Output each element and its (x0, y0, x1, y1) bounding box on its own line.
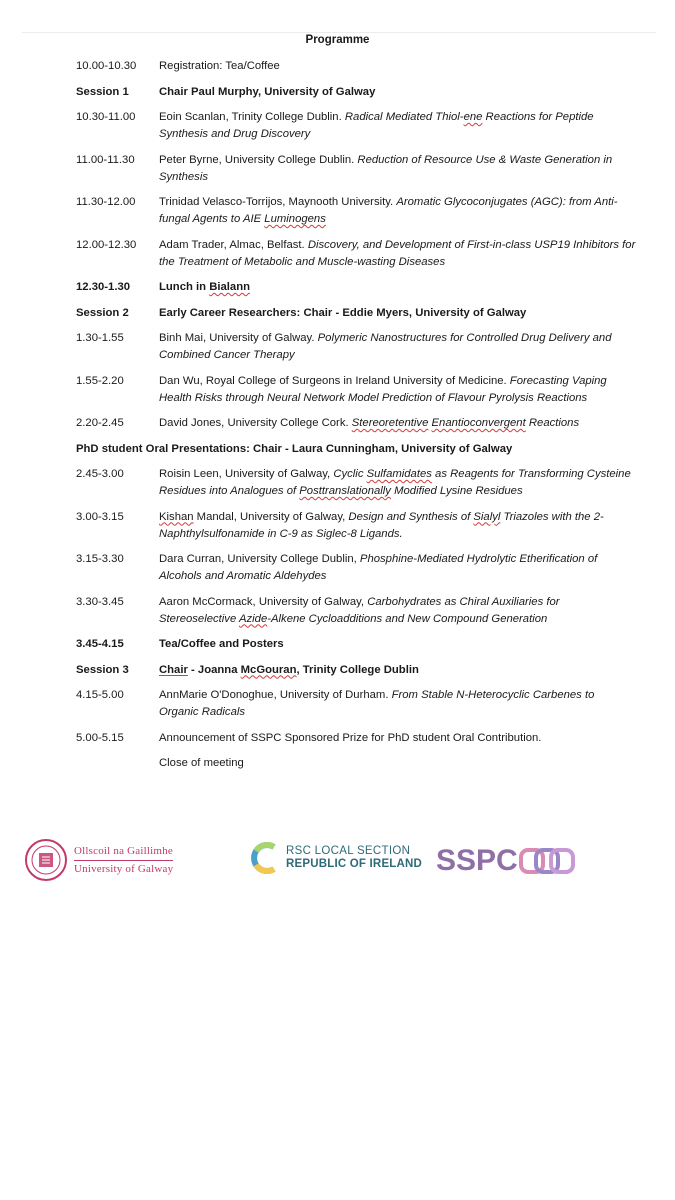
programme-text: Roisin Leen, University of Galway, (159, 468, 334, 480)
programme-description (159, 330, 636, 364)
programme-time: 2.45-3.00 (76, 468, 124, 480)
galway-seal-icon (24, 838, 68, 882)
programme-description (159, 730, 636, 747)
programme-row (76, 194, 636, 228)
rsc-logo-line1: RSC LOCAL SECTION (286, 845, 411, 857)
programme-time: 10.30-11.00 (76, 111, 136, 123)
programme-text: Bialann (209, 281, 251, 293)
programme-text: Dara Curran, University College Dublin, (159, 553, 360, 565)
programme-text: Design and Synthesis of (348, 510, 474, 523)
programme-text: Sulfamidates (366, 468, 432, 480)
programme-time: Session 2 (76, 306, 129, 319)
galway-logo-irish: Ollscoil na Gaillimhe (74, 844, 173, 857)
programme-row (76, 109, 636, 143)
programme-row (76, 730, 636, 747)
programme-description (159, 636, 636, 653)
programme-text: Tea/Coffee and Posters (159, 638, 284, 650)
programme-row (76, 509, 636, 543)
programme-time: 12.30-1.30 (76, 281, 131, 293)
programme-text: Reactions (525, 417, 580, 429)
programme-text: Trinidad Velasco-Torrijos, Maynooth University. (159, 196, 397, 208)
programme-description (159, 466, 636, 500)
programme-text: Eoin Scanlan, Trinity College Dublin. (159, 111, 345, 123)
programme-text: Aromatic Glycoconjugates (AGC): from Anti-fungal Agents to AIE (159, 196, 618, 225)
programme-text: Cyclic (333, 468, 367, 480)
programme-time: Session 1 (76, 85, 129, 98)
programme-description (159, 594, 636, 628)
programme-description (76, 441, 636, 458)
programme-text: Modified Lysine Residues (390, 485, 523, 497)
programme-section-heading (76, 441, 636, 458)
galway-logo-english: University of Galway (74, 860, 173, 876)
programme-row (76, 415, 636, 432)
programme-text: Stereoretentive (351, 417, 429, 429)
programme-description (159, 415, 636, 432)
programme-row (76, 279, 636, 296)
programme-text: Luminogens (264, 213, 326, 225)
programme-text: - Joanna (187, 663, 241, 676)
programme-row (76, 305, 636, 322)
programme-text: Binh Mai, University of Galway. (159, 332, 318, 344)
programme-description (159, 152, 636, 186)
programme-text: Chair Paul Murphy, University of Galway (159, 85, 376, 98)
programme-description (159, 305, 636, 322)
programme-text: Dan Wu, Royal College of Surgeons in Ireland University of Medicine. (159, 374, 510, 387)
programme-row (76, 330, 636, 364)
programme-row (76, 551, 636, 585)
programme-text: Triazoles with the 2-Naphthylsulfonamide in C-9 as Siglec-8 Ligands. (159, 510, 604, 540)
sspc-logo (436, 844, 576, 878)
programme-time: 11.30-12.00 (76, 196, 136, 208)
programme-time: 1.55-2.20 (76, 374, 124, 387)
programme-text: Sialyl (473, 510, 501, 523)
programme-time: 3.45-4.15 (76, 638, 124, 650)
programme-time (76, 755, 159, 772)
programme-text: ene (463, 111, 483, 123)
programme-description (159, 109, 636, 143)
programme-time: 5.00-5.15 (76, 731, 124, 744)
programme-time: 2.20-2.45 (76, 417, 124, 429)
programme-description (159, 237, 636, 271)
programme-text: Early Career Researchers: Chair - Eddie Myers, University of Galway (159, 306, 527, 319)
programme-description (159, 194, 636, 228)
rsc-local-section-logo (250, 842, 422, 874)
programme-text: Enantioconvergent (431, 417, 526, 429)
programme-text: Polymeric Nanostructures for Controlled Drug Delivery and Combined Cancer Therapy (159, 332, 612, 361)
programme-text: Reduction of Resource Use & Waste Generation in Synthesis (159, 153, 613, 183)
programme-text: Posttranslationally (299, 485, 391, 497)
programme-text: McGouran (240, 663, 297, 676)
programme-text: Discovery, and Development of First-in-class USP19 Inhibitors for the Treatment of Metabolic and Muscle-wasting Diseases (159, 238, 636, 268)
programme-text: -Alkene Cycloadditions and New Compound Generation (267, 612, 548, 625)
rsc-logo-line2: REPUBLIC OF IRELAND (286, 858, 423, 870)
programme-row (76, 373, 636, 407)
programme-row (76, 84, 636, 101)
programme-row (76, 636, 636, 653)
programme-text: , Trinity College Dublin (296, 663, 419, 676)
programme-time: 10.00-10.30 (76, 60, 137, 72)
programme-text: Registration: Tea/Coffee (159, 60, 280, 72)
programme-description (159, 755, 636, 772)
programme-text: Forecasting Vaping Health Risks through Neural Network Model Prediction of Flavour Pyrolysis Reactions (159, 374, 607, 404)
programme-description (159, 373, 636, 407)
programme-text: Radical Mediated Thiol- (344, 111, 464, 123)
programme-text: Kishan (159, 510, 194, 523)
programme-text: AnnMarie O'Donoghue, University of Durham. (159, 689, 392, 701)
programme-time: 4.15-5.00 (76, 689, 124, 701)
programme-description (159, 687, 636, 721)
programme-description (159, 662, 636, 679)
rsc-ring-icon (250, 842, 280, 874)
programme-time: Session 3 (76, 663, 129, 676)
programme-time: 3.00-3.15 (76, 510, 124, 523)
programme-text: Announcement of SSPC Sponsored Prize for PhD student Oral Contribution. (159, 731, 542, 744)
programme-row (76, 466, 636, 500)
programme-text: Phosphine-Mediated Hydrolytic Etherification of Alcohols and Aromatic Aldehydes (159, 553, 598, 582)
programme-row (76, 662, 636, 679)
programme-row (76, 687, 636, 721)
programme-description (159, 279, 636, 296)
programme-text: Carbohydrates as Chiral Auxiliaries for Stereoselective (159, 595, 560, 625)
programme-text: Close of meeting (159, 757, 244, 769)
programme-text: Lunch in (159, 281, 210, 293)
sponsor-logos (0, 838, 675, 888)
programme-text: From Stable N-Heterocyclic Carbenes to Organic Radicals (159, 689, 595, 718)
programme-time: 1.30-1.55 (76, 332, 124, 344)
programme-text: David Jones, University College Cork. (159, 417, 352, 429)
programme-description (159, 551, 636, 585)
programme-row (76, 152, 636, 186)
programme-description (159, 84, 636, 101)
programme-time: 11.00-11.30 (76, 153, 135, 166)
programme-text: Reactions for Peptide Synthesis and Drug Discovery (159, 111, 594, 140)
programme-text: PhD student Oral Presentations: Chair - Laura Cunningham, University of Galway (76, 442, 513, 455)
programme-time: 12.00-12.30 (76, 238, 137, 251)
programme-description (159, 509, 636, 543)
programme-text: Adam Trader, Almac, Belfast. (159, 238, 308, 251)
sspc-logo-text: SSPC (436, 844, 518, 877)
programme-row (76, 237, 636, 271)
page-title: Programme (305, 34, 370, 46)
programme-time: 3.15-3.30 (76, 553, 124, 565)
programme-time: 3.30-3.45 (76, 595, 124, 608)
programme-row (76, 755, 636, 772)
programme-text: Peter Byrne, University College Dublin. (159, 153, 358, 166)
programme-row (76, 58, 636, 75)
programme-row (76, 594, 636, 628)
programme-text: Chair (159, 663, 188, 676)
university-of-galway-logo (24, 838, 173, 882)
programme-description (159, 58, 636, 75)
programme-text: Azide (238, 612, 268, 625)
programme-text: Aaron McCormack, University of Galway, (159, 595, 368, 608)
programme-text: as Reagents for Transforming Cysteine Residues into Analogues of (159, 468, 631, 497)
programme-list (76, 58, 636, 781)
programme-text: Mandal, University of Galway, (193, 510, 349, 523)
sspc-rings-icon (518, 844, 576, 878)
